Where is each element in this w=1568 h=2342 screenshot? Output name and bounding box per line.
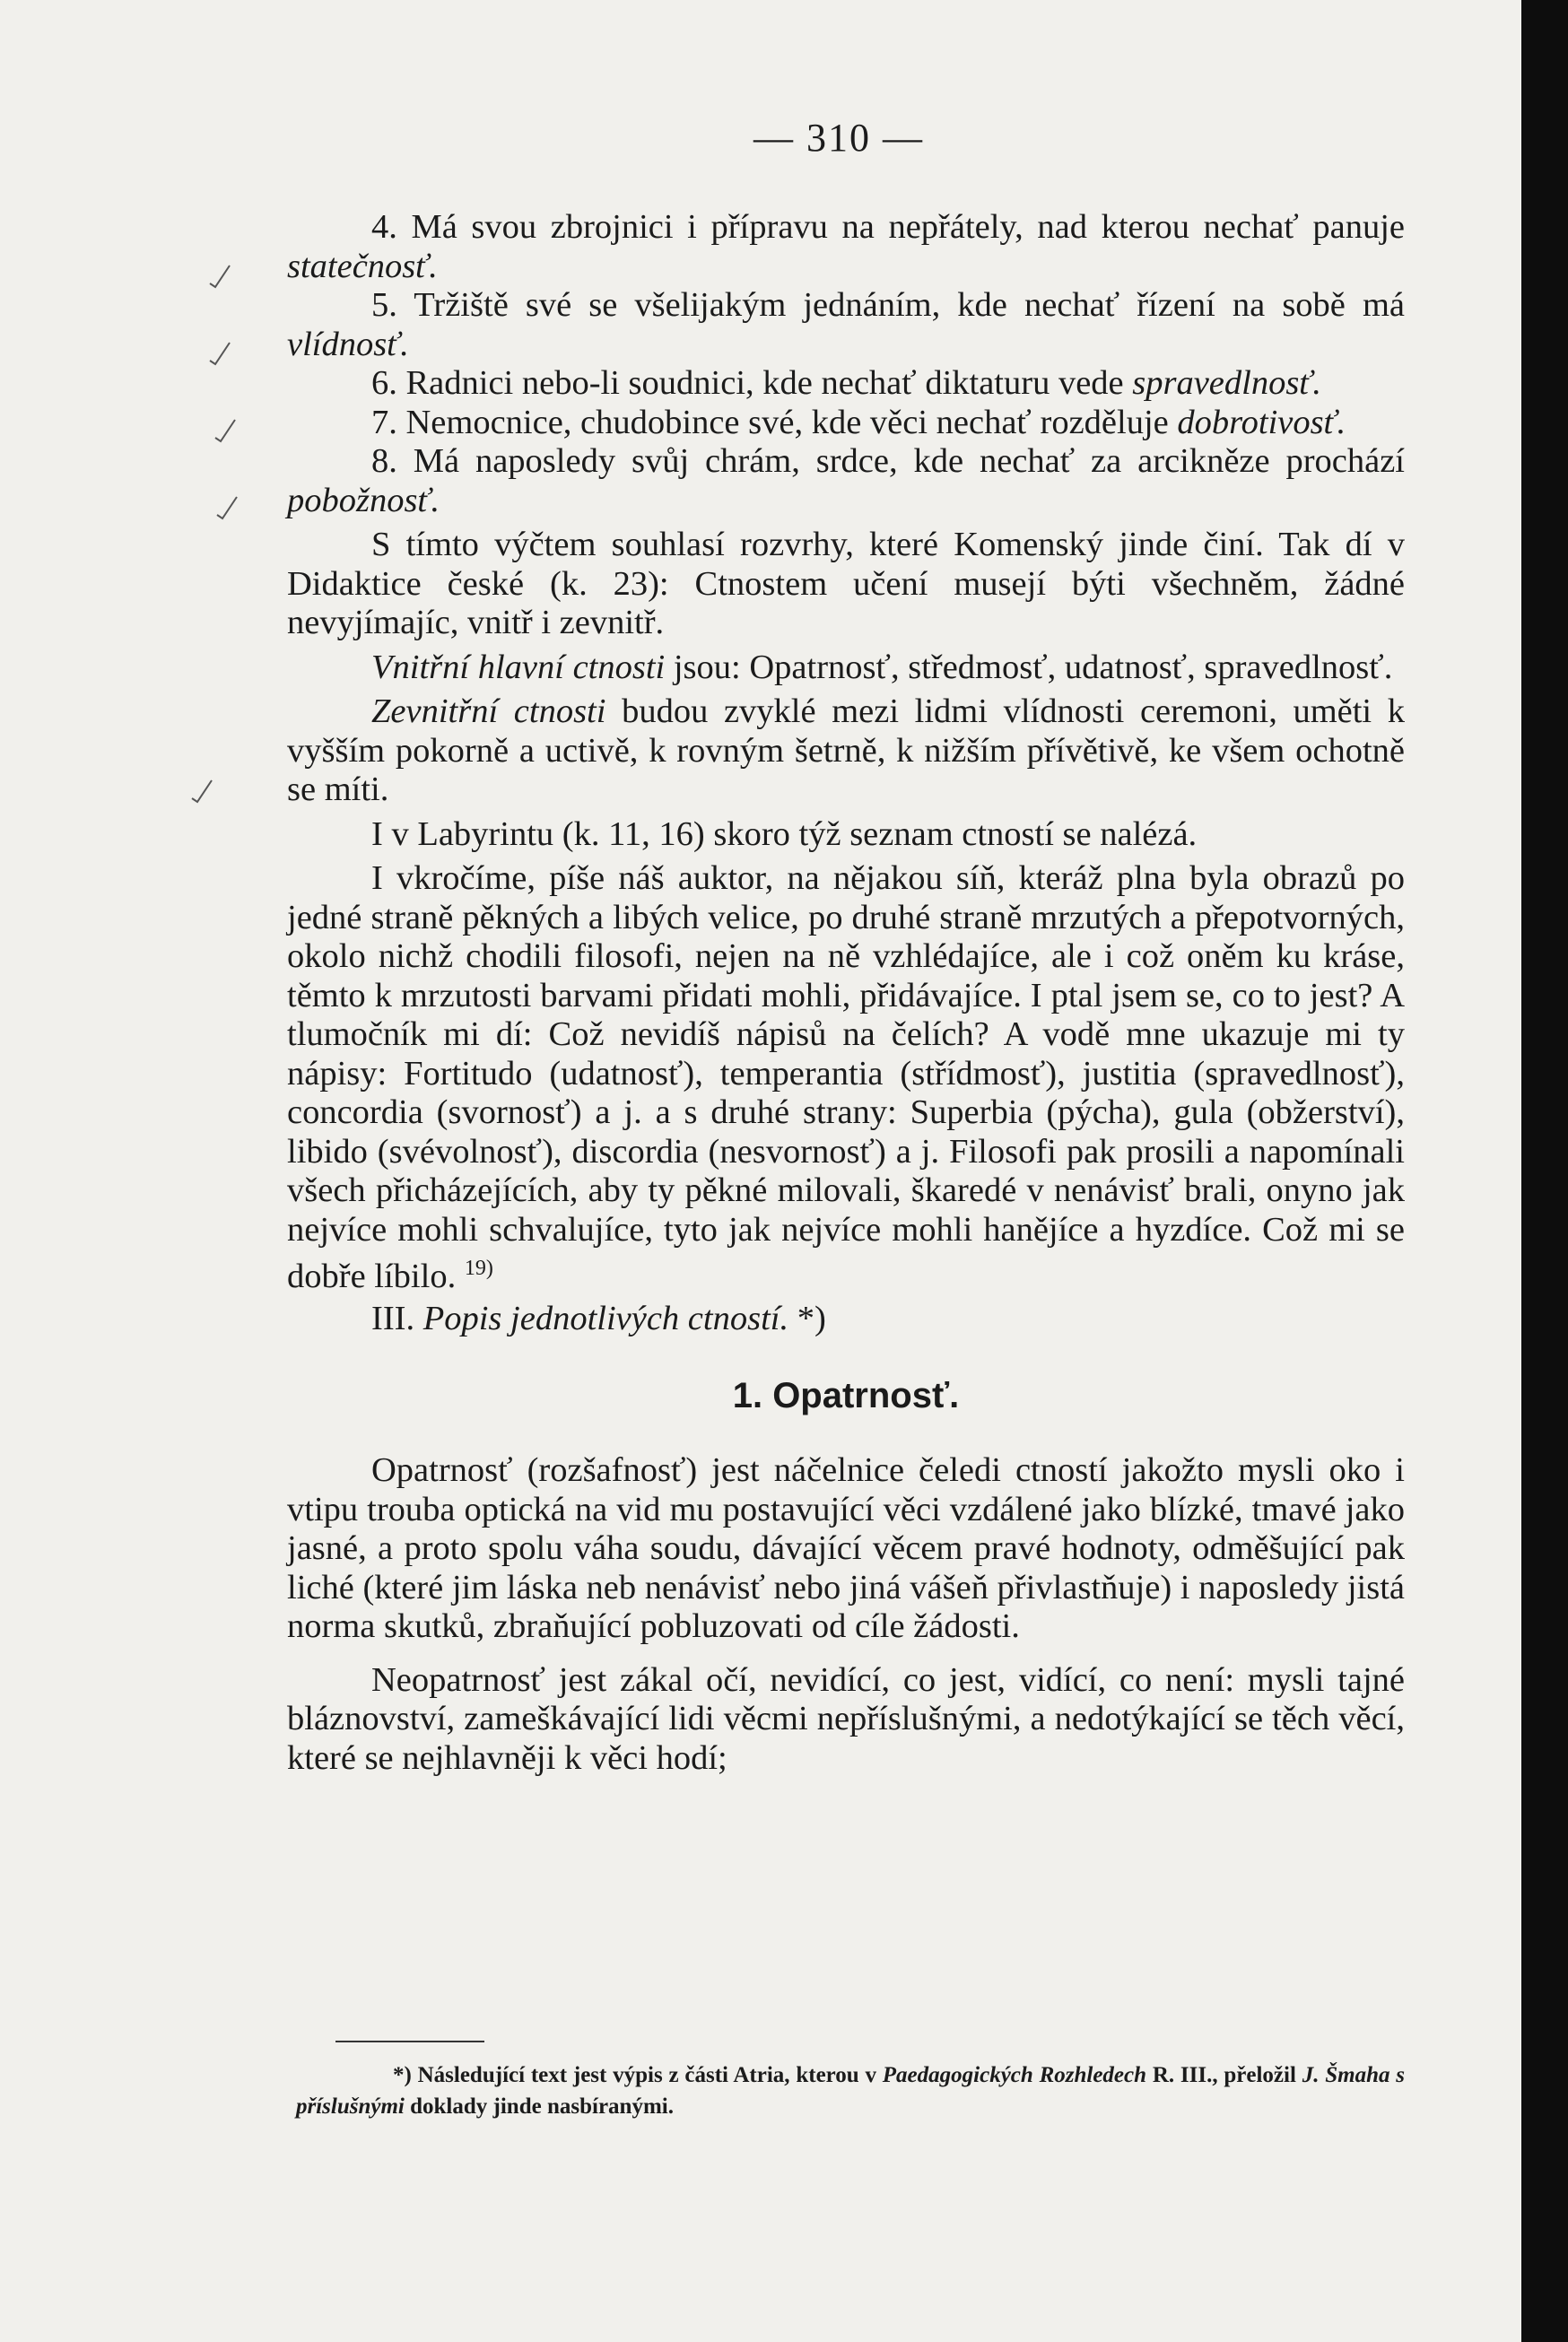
paragraph-neopatrnost: Neopatrnosť jest zákal očí, nevidící, co jest, vidící, co není: mysli tajné bláznovství, zameškávající lidi věcmi nepříslušnými, a nedotýkající se těch věcí, které se nejhlavněji k věci hodí;	[287, 1660, 1405, 1777]
virtue-line-4: 4. Má svou zbrojnici i přípravu na nepřátely, nad kterou nechať panuje statečnosť.	[287, 208, 1405, 285]
footnote	[296, 2059, 1405, 2122]
paragraph-outer-virtues: Zevnitřní ctnosti budou zvyklé mezi lidmi vlídnosti ceremoni, uměti k vyšším pokorně a uctivě, k rovným šetrně, k nižším přívětivě, ke všem ochotně se míti.	[287, 692, 1405, 808]
margin-check-mark-icon	[213, 416, 237, 443]
virtue-line-7: 7. Nemocnice, chudobince své, kde věci nechať rozděluje dobrotivosť.	[371, 403, 1346, 441]
page-number: — 310 —	[754, 116, 924, 160]
footnote-divider	[335, 2041, 484, 2042]
paragraph-inner-virtues: Vnitřní hlavní ctnosti jsou: Opatrnosť, středmosť, udatnosť, spravedlnosť.	[371, 648, 1393, 686]
paragraph-labyrint: I v Labyrintu (k. 11, 16) skoro týž seznam ctností se nalézá.	[371, 814, 1198, 853]
paragraph-opatrnost: Opatrnosť (rozšafnosť) jest náčelnice čeledi ctností jakožto mysli oko i vtipu trouba optická na vid mu postavující věci vzdálené jako blízké, tmavé jako jasné, a proto spolu váha soudu, dávající věcem pravé hodnoty, odměšující pak liché (které jim láska neb nenávisť nebo jiná vášeň přivlastňuje) i naposledy jistá norma skutků, zbraňující pobluzovati od cíle žádosti.	[287, 1451, 1405, 1646]
virtue-line-6: 6. Radnici nebo-li soudnici, kde nechať diktaturu vede spravedlnosť.	[371, 364, 1320, 402]
virtue-line-5: 5. Tržiště své se všelijakým jednáním, kde nechať řízení na sobě má vlídnosť.	[287, 286, 1405, 363]
footnote-ref: 19)	[464, 1257, 493, 1280]
body-text	[287, 208, 1405, 1778]
margin-check-mark-icon	[208, 339, 231, 366]
margin-check-mark-icon	[208, 262, 231, 289]
virtue-line-8: 8. Má naposledy svůj chrám, srdce, kde nechať za arcikněze prochází pobožnosť.	[287, 442, 1405, 519]
paragraph-komensky: S tímto výčtem souhlasí rozvrhy, které Komenský jinde činí. Tak dí v Didaktice české (k. 23): Ctnostem učení musejí býti všechněm, žádné nevyjímajíc, vnitř i zevnitř.	[287, 526, 1405, 641]
paragraph-quote: I vkročíme, píše náš auktor, na nějakou síň, kteráž plna byla obrazů po jedné straně pěkných a libých velice, po druhé straně mrzutých a přepotvorných, okolo nichž chodili filosofi, nejen na ně vzhlédajíce, ale i což oněm ku kráse, těmto k mrzutosti barvami přidati mohli, přidávajíce. I ptal jsem se, co to jest? A tlumočník mi dí: Což nevidíš nápisů na čelích? A vodě mne ukazuje mi ty nápisy: Fortitudo (udatnosť), temperantia (střídmosť), justitia (spravedlnosť), concordia (svornosť) a j. a s druhé strany: Superbia (pýcha), gula (obžerství), libido (svévolnosť), discordia (nesvornosť) a j. Filosofi pak prosili a napomínali všech přicházejících, aby ty pěkné milovali, škaredé v nenávisť brali, onyno jak nejvíce mohli schvalujíce, tyto jak nejvíce mohli hanějíce a hyzdíce. Což mi se dobře líbilo. $^{19)}$	[287, 859, 1405, 1295]
margin-check-mark-icon	[215, 493, 239, 520]
section-title: III. Popis jednotlivých ctností. *)	[371, 1300, 826, 1338]
footnote-text: *) Následující text jest výpis z části Atria, kterou v Paedagogických Rozhledech R. III., přeložil J. Šmaha s příslušnými doklady jinde nasbíranými.	[296, 2063, 1406, 2119]
margin-check-mark-icon	[190, 777, 213, 804]
chapter-heading: 1. Opatrnosť.	[732, 1375, 960, 1415]
scan-edge-border	[1521, 0, 1568, 2342]
